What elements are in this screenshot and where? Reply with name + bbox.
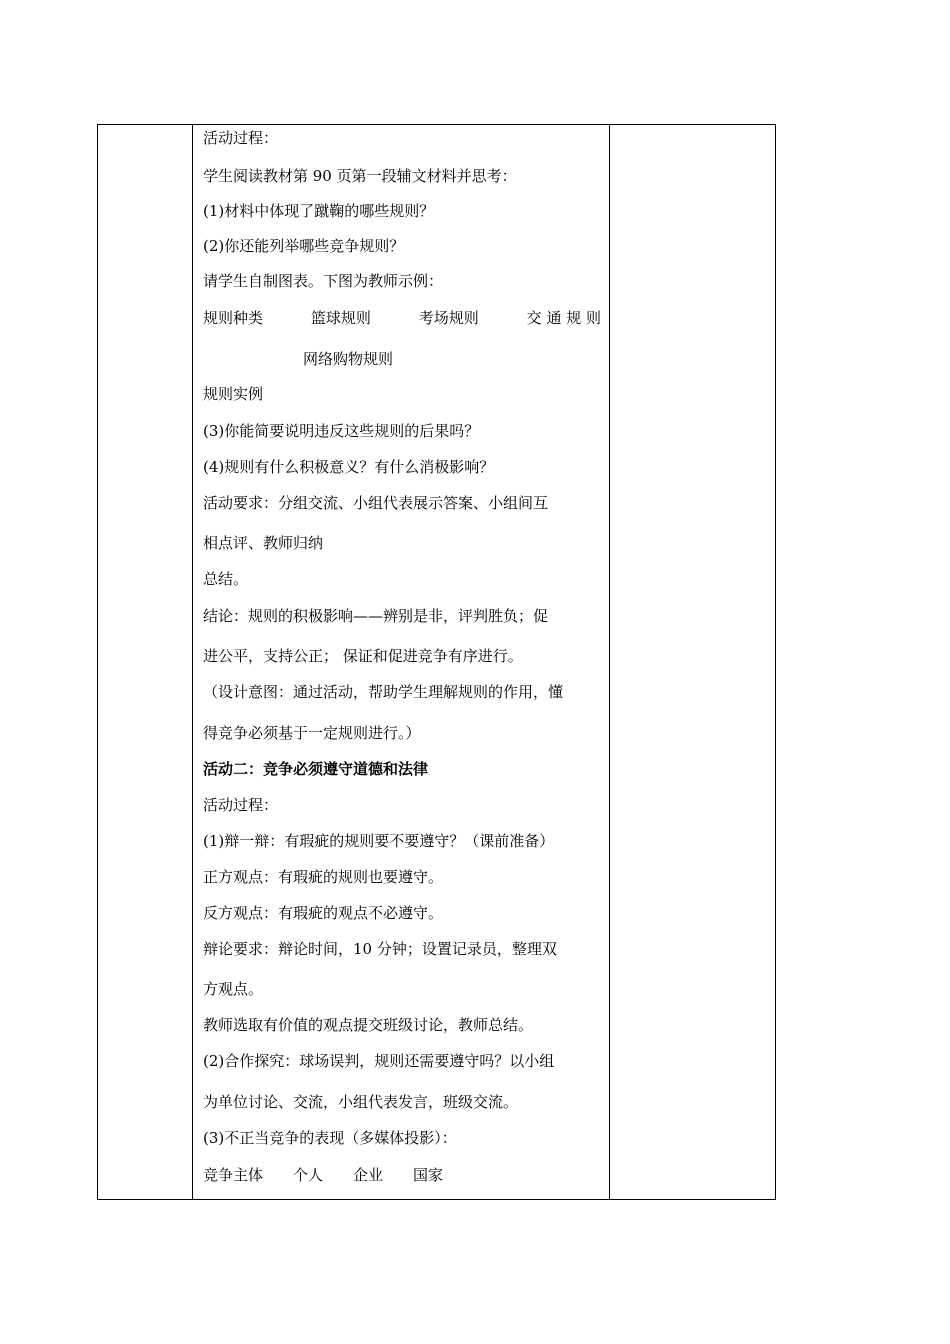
text-line: 总结。 [203,570,249,588]
rule-type-online-shopping: 网络购物规则 [303,350,394,368]
text-line: 规则实例 [203,385,264,403]
text-line: (2)合作探究：球场误判，规则还需要遵守吗？以小组 [203,1052,555,1070]
section-heading: 活动二：竞争必须遵守道德和法律 [203,760,429,778]
text-line: (4)规则有什么积极意义？有什么消极影响？ [203,458,495,476]
text-line: 学生阅读教材第 90 页第一段辅文材料并思考： [203,167,517,185]
rule-types-row [203,308,601,328]
text-line: 相点评、教师归纳 [203,534,324,552]
lesson-table [97,124,776,1200]
text-line: 请学生自制图表。下图为教师示例： [203,272,444,290]
column-divider-left [192,125,193,1199]
text-line: (1)材料中体现了蹴鞠的哪些规则？ [203,202,435,220]
rule-type-basketball: 篮球规则 [310,309,371,327]
text-line: 正方观点：有瑕疵的规则也要遵守。 [203,868,444,886]
text-line: 为单位讨论、交流，小组代表发言，班级交流。 [203,1093,519,1111]
column-divider-right [609,125,610,1199]
text-line: 反方观点：有瑕疵的观点不必遵守。 [203,904,444,922]
text-line: (1)辩一辩：有瑕疵的规则要不要遵守？（课前准备） [203,832,555,850]
text-line: 活动过程： [203,129,279,147]
text-line: 结论：规则的积极影响——辨别是非，评判胜负；促 [203,607,549,625]
text-line: 教师选取有价值的观点提交班级讨论，教师总结。 [203,1016,534,1034]
text-line: 辩论要求：辩论时间，10 分钟；设置记录员，整理双 [203,940,557,958]
rule-type-traffic: 交 通 规 则 [526,309,601,327]
text-line: (3)你能简要说明违反这些规则的后果吗？ [203,422,480,440]
text-line: （设计意图：通过活动，帮助学生理解规则的作用，懂 [203,683,564,701]
text-line: 竞争主体 个人 企业 国家 [203,1166,444,1184]
text-line: 方观点。 [203,980,264,998]
text-line: 得竞争必须基于一定规则进行。） [203,724,421,742]
text-line: (2)你还能列举哪些竞争规则？ [203,237,405,255]
text-line: 进公平，支持公正； 保证和促进竞争有序进行。 [203,647,523,665]
rule-type-exam: 考场规则 [418,309,479,327]
text-line: 活动过程： [203,796,279,814]
text-line: 活动要求：分组交流、小组代表展示答案、小组间互 [203,494,549,512]
text-line: (3)不正当竞争的表现（多媒体投影）： [203,1129,457,1147]
rule-type-header: 规则种类 [203,309,264,327]
